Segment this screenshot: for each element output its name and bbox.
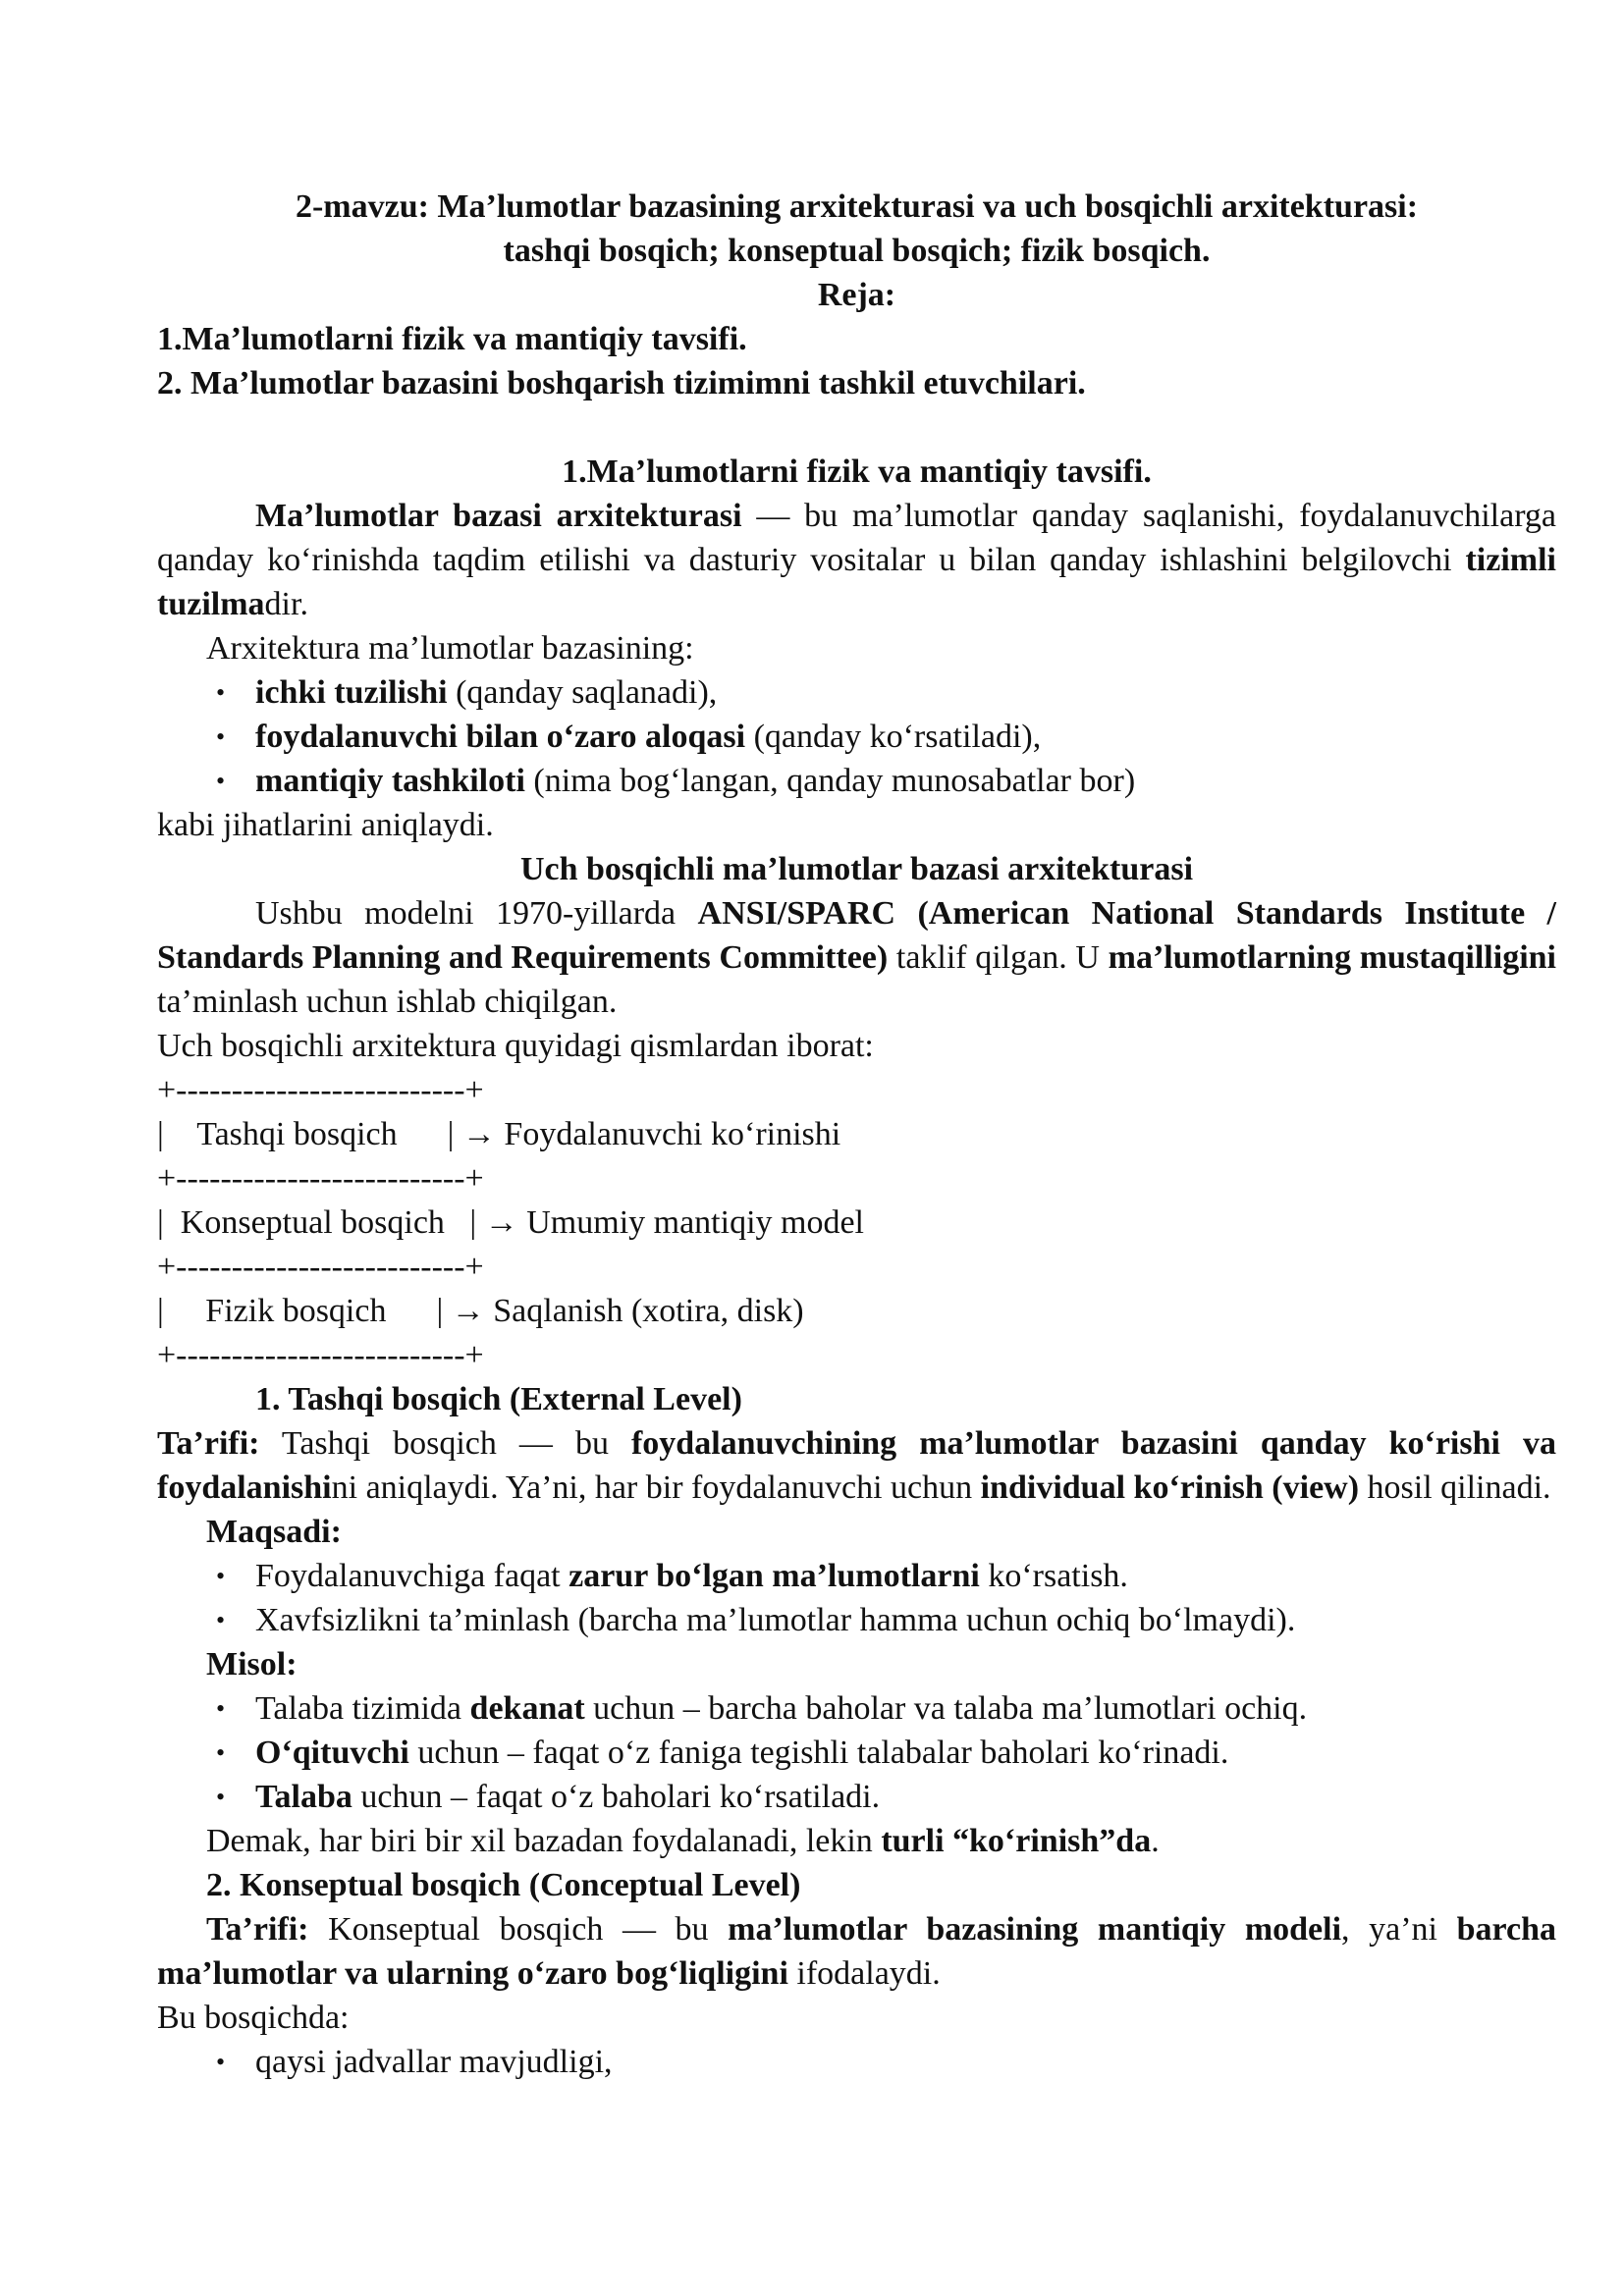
list-item-term: Talaba <box>255 1779 352 1815</box>
paragraph-text: ni aniqlaydi. Ya’ni, har bir foydalanuvchi uchun <box>331 1469 981 1506</box>
paragraph-text: . <box>1151 1823 1160 1859</box>
paragraph-term: barcha ma’lumotlar va ularning o‘zaro bog‘liqligini <box>157 1911 1556 1992</box>
goal-label: Maqsadi: <box>206 1514 342 1550</box>
external-summary <box>157 1819 1556 1863</box>
goal-list <box>157 1554 1556 1642</box>
conceptual-definition <box>157 1907 1556 1996</box>
stage-intro: Bu bosqichda: <box>157 2000 350 2036</box>
list-item-term: mantiqiy tashkiloti <box>255 763 525 799</box>
list-item <box>255 1598 1556 1642</box>
term-systematic-structure: tizimli tuzilma <box>157 542 1556 622</box>
paragraph-text: hosil qilinadi. <box>1359 1469 1551 1506</box>
three-level-heading: Uch bosqichli ma’lumotlar bazasi arxitekturasi <box>519 851 1194 887</box>
list-item-text: uchun – barcha baholar va talaba ma’lumotlari ochiq. <box>584 1690 1308 1727</box>
section-1-paragraph <box>157 494 1556 626</box>
paragraph-term: turli “ko‘rinish”da <box>881 1823 1152 1859</box>
paragraph-text: dir. <box>264 586 308 622</box>
paragraph-term: foydalanuvchining ma’lumotlar bazasini qanday ko‘rishi va foydalanishi <box>157 1425 1556 1506</box>
example-list <box>157 1686 1556 1819</box>
list-item-term: zarur bo‘lgan ma’lumotlarni <box>568 1558 980 1594</box>
paragraph-term: ma’lumotlar bazasining mantiqiy modeli <box>728 1911 1342 1948</box>
list-item: • qaysi jadvallar mavjudligi, <box>255 2040 1556 2084</box>
list-item-text: (nima bog‘langan, qanday munosabatlar bor) <box>524 763 1136 799</box>
paragraph-text: ifodalaydi. <box>787 1955 941 1992</box>
stage-list <box>157 2040 1556 2084</box>
plan-item-1: 1.Ma’lumotlarni fizik va mantiqiy tavsifi. <box>157 321 747 357</box>
diagram-line: +--------------------------+ <box>157 1160 484 1197</box>
document-content <box>157 185 1556 2084</box>
external-level-heading: 1. Tashqi bosqich (External Level) <box>255 1381 742 1417</box>
diagram-line: | Konseptual bosqich | → Umumiy mantiqiy model <box>157 1204 864 1241</box>
diagram-line: | Fizik bosqich | → Saqlanish (xotira, disk) <box>157 1293 804 1329</box>
list-item <box>255 1686 1556 1731</box>
ansi-sparc-paragraph <box>157 891 1556 1024</box>
list-item <box>255 1775 1556 1819</box>
topic-title-line-2: tashqi bosqich; konseptual bosqich; fizik bosqich. <box>503 233 1211 269</box>
section-1-heading: 1.Ma’lumotlarni fizik va mantiqiy tavsifi. <box>562 454 1152 490</box>
paragraph-text: ta’minlash uchun ishlab chiqilgan. <box>157 984 618 1020</box>
list-item-text: Talaba tizimida <box>255 1690 470 1727</box>
ascii-diagram <box>157 1068 1556 1377</box>
list-item-text: Foydalanuvchiga faqat <box>255 1558 569 1594</box>
spacer <box>157 405 1556 450</box>
example-label: Misol: <box>206 1646 298 1682</box>
paragraph-text: Konseptual bosqich — bu <box>308 1911 729 1948</box>
paragraph-text: Ushbu modelni 1970-yillarda <box>255 895 698 932</box>
diagram-line: +--------------------------+ <box>157 1337 484 1373</box>
plan-heading: Reja: <box>817 277 896 313</box>
list-item <box>255 670 1556 715</box>
conceptual-level-heading: 2. Konseptual bosqich (Conceptual Level) <box>206 1867 801 1903</box>
architecture-outro: kabi jihatlarini aniqlaydi. <box>157 807 494 843</box>
paragraph-term: individual ko‘rinish (view) <box>980 1469 1360 1506</box>
list-item-text: Xavfsizlikni ta’minlash (barcha ma’lumotlar hamma uchun ochiq bo‘lmaydi). <box>255 1602 1296 1638</box>
plan-item-2: 2. Ma’lumotlar bazasini boshqarish tizimimni tashkil etuvchilari. <box>157 365 1086 401</box>
external-definition <box>157 1421 1556 1510</box>
definition-label: Ta’rifi: <box>157 1425 260 1462</box>
list-item-term: foydalanuvchi bilan o‘zaro aloqasi <box>255 719 746 755</box>
paragraph-text: — bu ma’lumotlar qanday saqlanishi, foydalanuvchilarga qanday ko‘rinishda taqdim etilishi va dasturiy vositalar u bilan qanday ishlashini belgilovchi <box>157 498 1557 578</box>
architecture-intro: Arxitektura ma’lumotlar bazasining: <box>206 630 694 667</box>
list-item-term: O‘qituvchi <box>255 1735 409 1771</box>
list-item-text: uchun – faqat o‘z faniga tegishli talabalar baholari ko‘rinadi. <box>408 1735 1229 1771</box>
list-item-text: (qanday saqlanadi), <box>447 674 718 711</box>
three-level-consists: Uch bosqichli arxitektura quyidagi qismlardan iborat: <box>157 1028 874 1064</box>
term-db-architecture: Ma’lumotlar bazasi arxitekturasi <box>255 498 742 534</box>
list-item <box>255 759 1556 803</box>
topic-title-line-1: 2-mavzu: Ma’lumotlar bazasining arxitekturasi va uch bosqichli arxitekturasi: <box>295 188 1419 225</box>
diagram-line: +--------------------------+ <box>157 1249 484 1285</box>
list-item-text: uchun – faqat o‘z baholari ko‘rsatiladi. <box>352 1779 881 1815</box>
list-item-term: dekanat <box>469 1690 585 1727</box>
list-item <box>255 715 1556 759</box>
paragraph-text: Tashqi bosqich — bu <box>259 1425 631 1462</box>
diagram-line: +--------------------------+ <box>157 1072 484 1108</box>
list-item <box>255 1554 1556 1598</box>
list-item-term: ichki tuzilishi <box>255 674 448 711</box>
list-item-text: ko‘rsatish. <box>979 1558 1128 1594</box>
paragraph-text: Demak, har biri bir xil bazadan foydalanadi, lekin <box>206 1823 882 1859</box>
term-data-independence: ma’lumotlarning mustaqilligini <box>1108 939 1557 976</box>
definition-label: Ta’rifi: <box>206 1911 309 1948</box>
paragraph-text: , ya’ni <box>1341 1911 1457 1948</box>
list-item <box>255 1731 1556 1775</box>
term-ansi-sparc: ANSI/SPARC (American National Standards Institute / Standards Planning and Requirements Committee) <box>157 895 1556 976</box>
list-item-text: (qanday ko‘rsatiladi), <box>745 719 1042 755</box>
architecture-aspects-list <box>157 670 1556 803</box>
paragraph-text: taklif qilgan. U <box>888 939 1109 976</box>
diagram-line: | Tashqi bosqich | → Foydalanuvchi ko‘rinishi <box>157 1116 841 1152</box>
